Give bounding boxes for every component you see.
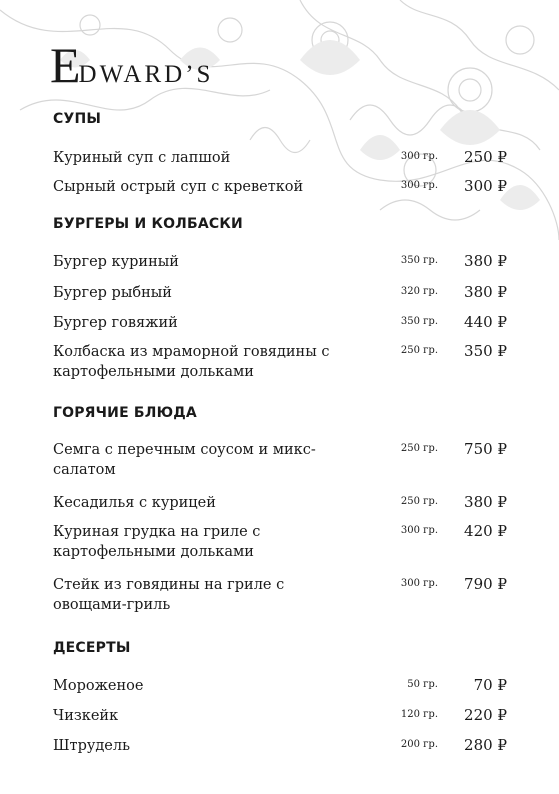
item-price: 300 ₽ bbox=[464, 177, 507, 195]
item-name: Бургер говяжий bbox=[53, 315, 178, 331]
item-price: 420 ₽ bbox=[464, 522, 507, 540]
section-title-hot-dishes: ГОРЯЧИЕ БЛЮДА bbox=[53, 405, 197, 421]
item-weight: 300 гр. bbox=[400, 180, 438, 191]
item-price: 380 ₽ bbox=[464, 493, 507, 511]
item-name: Кесадилья с курицей bbox=[53, 495, 216, 511]
item-weight: 250 гр. bbox=[400, 443, 438, 454]
item-price: 350 ₽ bbox=[464, 342, 507, 360]
item-name: Колбаска из мраморной говядины с картофельными дольками bbox=[53, 344, 330, 380]
section-title-desserts: ДЕСЕРТЫ bbox=[53, 640, 131, 656]
brand-name: DWARD’S bbox=[78, 61, 214, 88]
section-title-soups: СУПЫ bbox=[53, 111, 102, 127]
item-price: 250 ₽ bbox=[464, 148, 507, 166]
item-weight: 300 гр. bbox=[400, 151, 438, 162]
item-weight: 250 гр. bbox=[400, 345, 438, 356]
section-title-burgers: БУРГЕРЫ И КОЛБАСКИ bbox=[53, 216, 243, 232]
item-name: Мороженое bbox=[53, 678, 144, 694]
item-price: 750 ₽ bbox=[464, 440, 507, 458]
item-weight: 320 гр. bbox=[400, 286, 438, 297]
item-weight: 350 гр. bbox=[400, 316, 438, 327]
item-weight: 300 гр. bbox=[400, 525, 438, 536]
item-price: 790 ₽ bbox=[464, 575, 507, 593]
item-name: Семга с перечным соусом и микс-салатом bbox=[53, 442, 316, 478]
item-weight: 350 гр. bbox=[400, 255, 438, 266]
item-name: Бургер куриный bbox=[53, 254, 179, 270]
item-price: 380 ₽ bbox=[464, 283, 507, 301]
item-weight: 300 гр. bbox=[400, 578, 438, 589]
item-name: Чизкейк bbox=[53, 708, 119, 724]
item-price: 440 ₽ bbox=[464, 313, 507, 331]
item-name: Бургер рыбный bbox=[53, 285, 172, 301]
item-name: Стейк из говядины на гриле с овощами-гриль bbox=[53, 577, 285, 613]
item-weight: 250 гр. bbox=[400, 496, 438, 507]
item-weight: 200 гр. bbox=[400, 739, 438, 750]
item-name: Куриный суп с лапшой bbox=[53, 150, 231, 166]
item-weight: 120 гр. bbox=[400, 709, 438, 720]
item-name: Сырный острый суп с креветкой bbox=[53, 179, 304, 195]
item-weight: 50 гр. bbox=[407, 679, 438, 690]
item-price: 280 ₽ bbox=[464, 736, 507, 754]
item-price: 70 ₽ bbox=[473, 676, 507, 694]
item-price: 380 ₽ bbox=[464, 252, 507, 270]
item-price: 220 ₽ bbox=[464, 706, 507, 724]
brand-initial: E bbox=[50, 37, 81, 93]
item-name: Штрудель bbox=[53, 738, 130, 754]
brand-logo bbox=[50, 37, 214, 93]
item-name: Куриная грудка на гриле с картофельными дольками bbox=[53, 524, 261, 560]
